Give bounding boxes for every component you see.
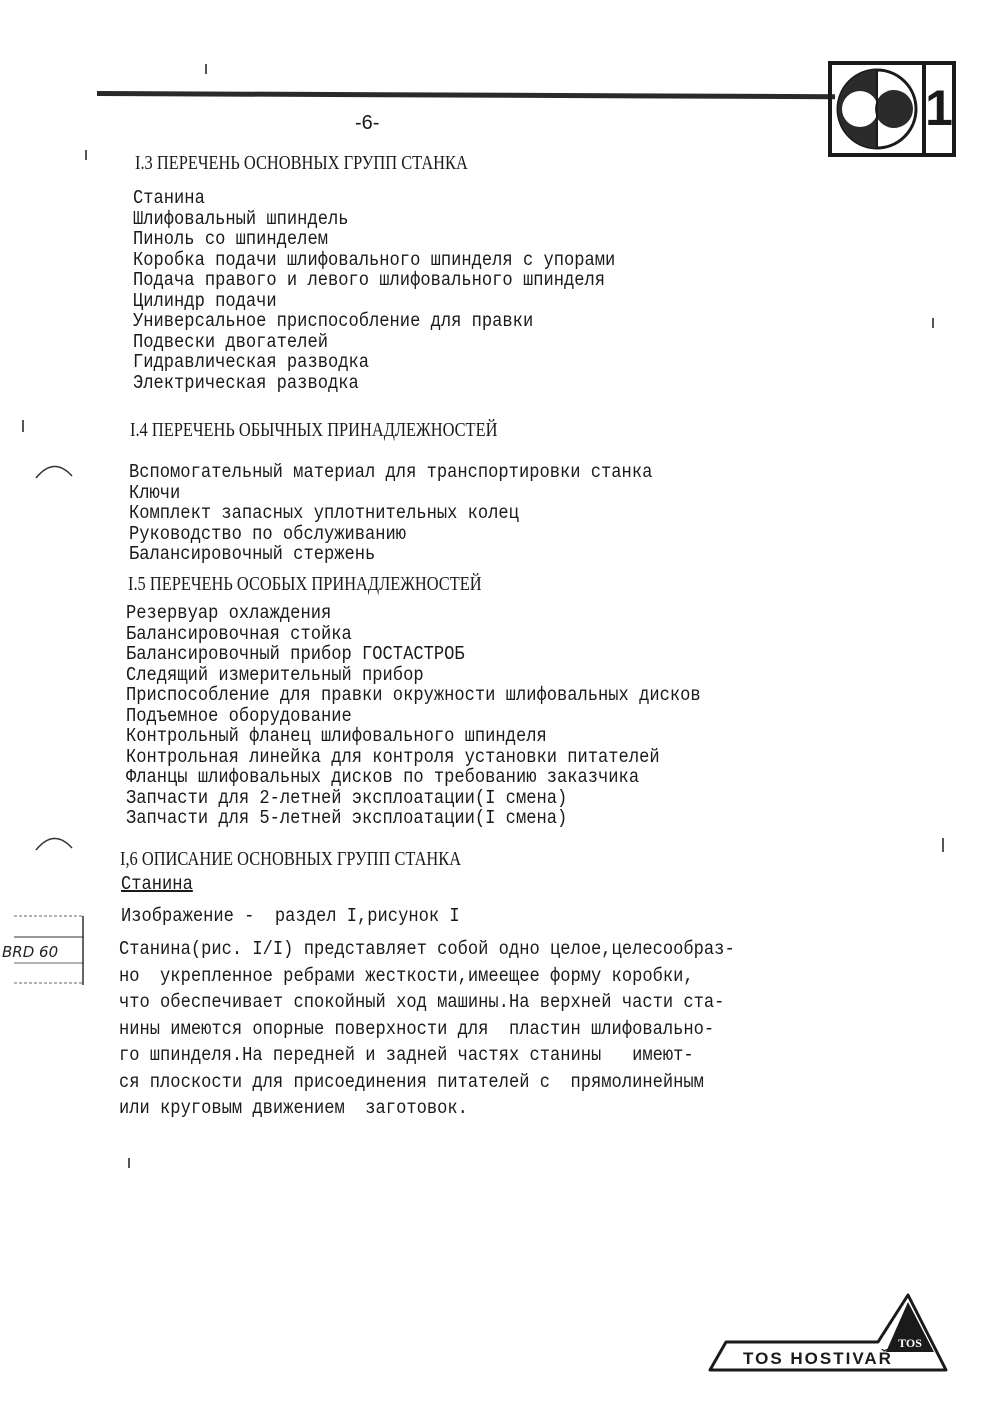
- binder-hole-arc-icon: [34, 832, 74, 852]
- paragraph-line: Станина(рис. I/I) представляет собой одно целое,целесообраз-: [119, 938, 735, 960]
- paragraph-line: ся плоскости для присоединения питателей с прямолинейным: [119, 1070, 704, 1093]
- list-item: Подача правого и левого шлифовального шпинделя: [133, 269, 606, 291]
- section-heading-1-3: I.3 ПЕРЕЧЕНЬ ОСНОВНЫХ ГРУПП СТАНКА: [135, 152, 468, 174]
- paragraph-line: нины имеются опорные поверхности для пластин шлифовально-: [119, 1017, 715, 1040]
- list-item: Следящий измерительный прибор: [126, 663, 424, 686]
- list-item: Вспомогательный материал для транспортировки станка: [129, 461, 653, 483]
- list-item: Универсальное приспособление для правки: [133, 310, 534, 332]
- logo-emblem-icon: [828, 61, 956, 157]
- list-item: Контрольный фланец шлифовального шпинделя: [126, 725, 547, 747]
- list-item: Балансировочный стержень: [129, 543, 376, 565]
- list-special-accessories: [126, 603, 765, 829]
- list-item: Запчасти для 5-летней эксплоатации(I смена): [126, 807, 568, 829]
- list-item: Гидравлическая разводка: [133, 351, 370, 373]
- description-paragraph: [119, 936, 803, 1122]
- scan-speck: [205, 64, 207, 74]
- paragraph-line: но укрепленное ребрами жесткости,имеещее форму коробки,: [119, 964, 694, 987]
- subsection-title: Станина: [121, 873, 193, 895]
- logo-digit: 1: [925, 80, 953, 136]
- list-item: Электрическая разводка: [133, 371, 359, 394]
- list-item: Цилиндр подачи: [133, 289, 277, 312]
- section-heading-1-4: I.4 ПЕРЕЧЕНЬ ОБЫЧНЫХ ПРИНАДЛЕЖНОСТЕЙ: [130, 419, 498, 441]
- footer-brand-text: TOS HOSTIVAŘ: [743, 1349, 893, 1368]
- scan-speck: [932, 318, 934, 328]
- emblem-text: TOS: [898, 1336, 922, 1350]
- margin-stamp: [0, 915, 84, 985]
- list-item: Коробка подачи шлифовального шпинделя с упорами: [133, 248, 616, 271]
- list-item: Подъемное оборудование: [126, 704, 352, 727]
- scan-speck: [942, 838, 944, 852]
- list-standard-accessories: [129, 462, 711, 565]
- paragraph-line: или круговым движением заготовок.: [119, 1097, 468, 1119]
- section-heading-1-5: I.5 ПЕРЕЧЕНЬ ОСОБЫХ ПРИНАДЛЕЖНОСТЕЙ: [128, 573, 482, 595]
- scan-speck: [128, 1158, 130, 1168]
- list-main-groups: [133, 188, 669, 393]
- list-item: Запчасти для 2-летней эксплоатации(I смена): [126, 786, 568, 809]
- footer-brand-logo: [700, 1290, 950, 1380]
- scan-speck: [85, 150, 87, 160]
- list-item: Резервуар охлаждения: [126, 602, 332, 624]
- list-item: Приспособление для правки окружности шлифовальных дисков: [126, 684, 701, 706]
- list-item: Шлифовальный шпиндель: [133, 207, 349, 230]
- list-item: Балансировочная стойка: [126, 622, 352, 645]
- paragraph-line: го шпинделя.На передней и задней частях станины имеют-: [119, 1044, 694, 1066]
- paragraph-line: что обеспечивает спокойный ход машины.На верхней части ста-: [119, 991, 725, 1013]
- page-number: -6-: [355, 112, 380, 134]
- list-item: Ключи: [129, 481, 181, 504]
- list-item: Фланцы шлифовальных дисков по требованию заказчика: [126, 766, 640, 788]
- tos-hostivar-logo-icon: [700, 1290, 950, 1380]
- list-item: Подвески двогателей: [133, 330, 328, 353]
- header-rule: [97, 91, 835, 99]
- binder-hole-arc-icon: [34, 460, 74, 480]
- list-item: Пиноль со шпинделем: [133, 228, 328, 250]
- list-item: Руководство по обслуживанию: [129, 522, 407, 545]
- manufacturer-logo: [828, 61, 956, 157]
- list-item: Балансировочный прибор ГОСТАСТРОБ: [126, 643, 465, 665]
- stamp-text: BRD 60: [2, 943, 59, 961]
- section-heading-1-6: I,6 ОПИСАНИЕ ОСНОВНЫХ ГРУПП СТАНКА: [120, 848, 462, 870]
- list-item: Контрольная линейка для контроля установки питателей: [126, 745, 660, 768]
- image-reference: Изображение - раздел I,рисунок I: [121, 905, 460, 927]
- list-item: Станина: [133, 187, 205, 209]
- scan-speck: [22, 420, 24, 432]
- list-item: Комплект запасных уплотнительных колец: [129, 502, 519, 524]
